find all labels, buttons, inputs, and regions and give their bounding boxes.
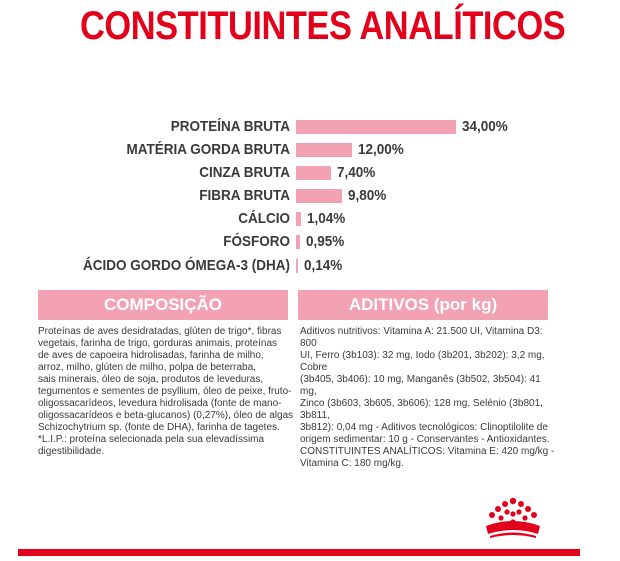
nutrient-label: PROTEÍNA BRUTA bbox=[170, 118, 290, 135]
nutrient-value: 0,95% bbox=[306, 233, 345, 250]
nutrient-label: FÓSFORO bbox=[223, 233, 290, 250]
nutrient-label: CINZA BRUTA bbox=[199, 164, 290, 181]
nutrient-value: 1,04% bbox=[306, 210, 346, 227]
nutrient-value: 12,00% bbox=[358, 141, 405, 158]
composition-header: COMPOSIÇÃO bbox=[38, 290, 288, 320]
nutrient-value: 34,00% bbox=[462, 118, 508, 135]
nutrient-bar bbox=[296, 212, 301, 226]
nutrient-bar bbox=[296, 143, 352, 157]
composition-text: Proteínas de aves desidratadas, glúten de trigo*, fibras vegetais, farinha de trigo, gorduras animais, proteínas de aves de capoeira hidrolisadas, farinha de milho, arroz, milho, glúten de milho, polpa de beterraba, sais minerais, óleo de soja, produtos de leveduras, tegumentos e sementes de psyllium, óleo de peixe, fruto- oligossacarídeos, levedura hidrolisada (fonte de mano- oligossacarídeos e beta-glucanos) (0,27%), óleo de algas Schizochytrium sp. (fonte de DHA), farinha de tagetes. *L.I.P.: proteína selecionada pela sua elevadíssima digestibilidade. bbox=[38, 326, 294, 457]
nutrient-label: MATÉRIA GORDA BRUTA bbox=[126, 141, 290, 158]
crown-logo-icon bbox=[478, 496, 548, 540]
nutrient-label: ÁCIDO GORDO ÓMEGA-3 (DHA) bbox=[83, 257, 290, 274]
page-title: CONSTITUINTES ANALÍTICOS bbox=[80, 4, 566, 48]
footer-line bbox=[18, 549, 580, 556]
nutrient-bar bbox=[296, 235, 300, 249]
additives-header: ADITIVOS (por kg) bbox=[298, 290, 548, 320]
additives-text: Aditivos nutritivos: Vitamina A: 21.500 UI, Vitamina D3: 800 UI, Ferro (3b103): 32 mg, Iodo (3b201, 3b202): 3,2 mg, Cobre (3b405, 3b406): 10 mg, Manganês (3b502, 3b504): 41 mg, Zinco (3b603, 3b605, 3b606): 128 mg, Selénio (3b801, 3b811, 3b812): 0,04 mg - Aditivos tecnológicos: Clinoptilolite de origem sedimentar: 10 g - Conservantes - Antioxidantes. CONSTITUINTES ANALÍTICOS: Vitamina E: 420 mg/kg - Vitamina C: 180 mg/kg. bbox=[300, 326, 555, 469]
nutrient-bar bbox=[296, 259, 298, 273]
nutrient-bar bbox=[296, 189, 342, 203]
nutrient-value: 0,14% bbox=[304, 257, 343, 274]
nutrient-label: CÁLCIO bbox=[238, 210, 290, 227]
nutrient-value: 9,80% bbox=[348, 187, 387, 204]
nutrient-bar bbox=[296, 166, 331, 180]
nutrient-value: 7,40% bbox=[336, 164, 376, 181]
nutrient-label: FIBRA BRUTA bbox=[199, 187, 290, 204]
nutrient-bar bbox=[296, 120, 456, 134]
